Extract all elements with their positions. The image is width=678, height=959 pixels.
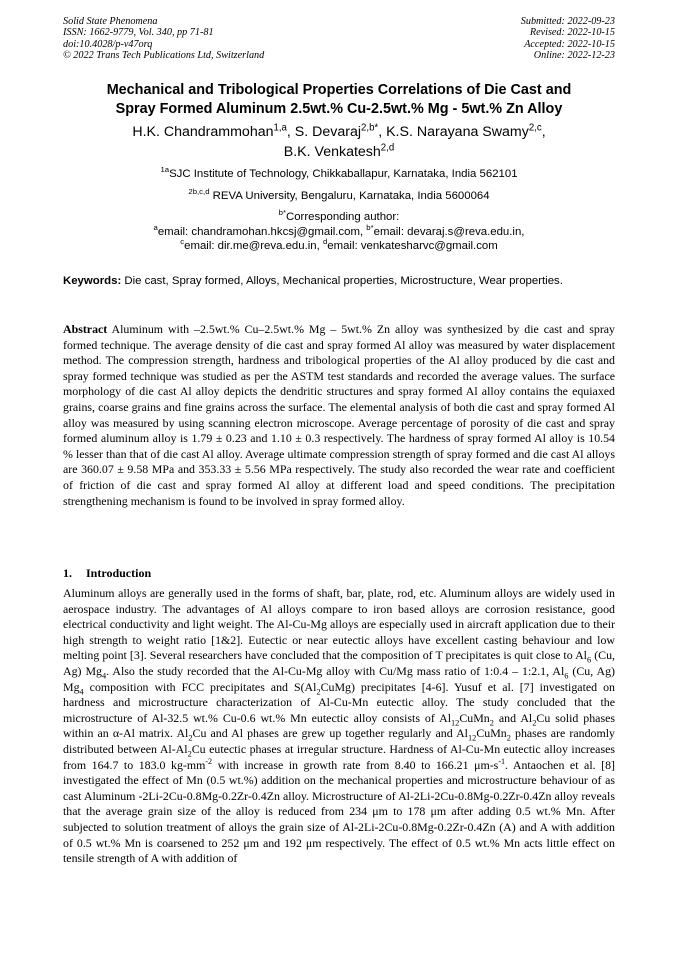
contact-block <box>40 210 638 254</box>
corresponding-author: $^{b*}$Corresponding author: <box>278 208 400 223</box>
affiliation-2: $^{2b,c,d}$ REVA University, Bengaluru, Karnataka, India 5600064 <box>188 187 490 202</box>
abstract <box>63 322 615 509</box>
section-heading-introduction <box>63 566 151 581</box>
keywords-label: Keywords: <box>63 275 122 287</box>
journal-header-left <box>63 16 264 62</box>
abstract-label: Abstract <box>63 322 108 336</box>
email-line-2: $^c$email: dir.me@reva.edu.in, $^d$email: venkatesharvc@gmail.com <box>180 237 498 252</box>
author-affiliation-mark: 2,c <box>528 122 542 134</box>
authors-line-2 <box>40 143 638 163</box>
journal-name: Solid State Phenomena <box>63 16 158 27</box>
online-date: Online: 2022-12-23 <box>533 50 615 62</box>
introduction-paragraph: Aluminum alloys are generally used in the forms of shaft, bar, plate, rod, etc. Aluminum alloys are widely used in aerospace industry. The advantages of Al alloys compare to iron based alloys are corrosion resistance, good electrical conductivity and light weight. The Al-Cu-Mg alloys are especially used in aircraft application due to their high strength to weight ratio [1&2]. Eutectic or near eutectic alloys have excellent casting behaviour and low melting point [3]. Several researchers have concluded that the composition of T precipitates is quit close to $Al_6$ (Cu, Ag) $Mg_4$. Also the study recorded that the Al-Cu-Mg alloy with Cu/Mg mass ratio of 1:0.4 – 1:2.1, $Al_6$ (Cu, Ag) $Mg_4$ composition with FCC precipitates and $S(Al_2CuMg)$ precipitates [4-6]. Yusuf et al. [7] investigated on hardness and microstructure characterization of Al-Cu-Mn eutectic alloy. The study concluded that the microstructure of Al-32.5 wt.% Cu-0.6 wt.% Mn eutectic alloy consists of $Al_{12}CuMn_2$ and $Al_2Cu$ solid phases within an α-Al matrix. $Al_2Cu$ and Al phases are grew up together regularly and $Al_{12}CuMn_2$ phases are randomly distributed between $Al-Al_2Cu$ eutectic phases at irregular structure. Hardness of Al-Cu-Mn eutectic alloy increases from 164.7 to 183.0 $kg-mm^{-2}$ with increase in growth rate from 8.40 to 166.21 $\mu m-s^{-1}$. Antaochen et al. [8] investigated the effect of Mn (0.5 wt.%) addition on the mechanical properties and microstructure behaviour of as cast Aluminum -2Li-2Cu-0.8Mg-0.2Zr-0.4Zn alloy. Microstructure of Al-2Li-2Cu-0.8Mg-0.2Zr-0.4Zn alloy reveals that the average grain size of the alloy is reduced from 234 μm to 178 μm after adding 0.5 wt.% Mn. After subjected to solution treatment of alloys the grain size of Al-2Li-2Cu-0.8Mg-0.2Zr-0.4Zn (A) and A with addition of 0.5 wt.% Mn is coarsened to 252 μm and 192 μm respectively. The effect of 0.5 wt.% Mn acts little effect on tensile strength of A with addition of <box>63 586 616 866</box>
author-name: K.S. Narayana Swamy <box>386 124 529 140</box>
authors-line-1: H.K. Chandrammohan$^{1,a}$, S. Devaraj$^{2,b*}$, K.S. Narayana Swamy$^{2,c}$, <box>132 122 546 140</box>
doi: doi:10.4028/p-v47orq <box>63 38 153 50</box>
paper-title <box>40 81 638 119</box>
section-title: Introduction <box>86 566 152 580</box>
email-a: email: chandramohan.hkcsj@gmail.com, <box>157 225 367 238</box>
email-b: email: devaraj.s@reva.edu.in, <box>373 225 525 238</box>
email-d: email: venkatesharvc@gmail.com <box>327 240 498 252</box>
affiliation-1: $^{1a}$SJC Institute of Technology, Chikkaballapur, Karnataka, India 562101 <box>160 165 518 180</box>
keywords-text: Die cast, Spray formed, Alloys, Mechanical properties, Microstructure, Wear properties. <box>121 275 563 287</box>
author-list <box>40 123 638 162</box>
issn-volume: ISSN: 1662-9779, Vol. 340, pp 71-81 <box>63 27 214 39</box>
author-name: B.K. Venkatesh <box>283 143 381 160</box>
section-number: 1. <box>63 566 72 580</box>
journal-header-right <box>521 16 615 62</box>
revised-date: Revised: 2022-10-15 <box>529 27 615 39</box>
title-line-2: Spray Formed Aluminum 2.5wt.% Cu-2.5wt.% Mg - 5wt.% Zn Alloy <box>115 101 563 117</box>
email-line-1: $^a$email: chandramohan.hkcsj@gmail.com, $^{b*}$email: devaraj.s@reva.edu.in, <box>153 222 525 238</box>
email-c: email: dir.me@reva.edu.in, <box>184 240 323 252</box>
author-affiliation-mark: 2,b* <box>361 122 379 134</box>
author-affiliation-mark: 2,d <box>380 141 395 153</box>
copyright: © 2022 Trans Tech Publications Ltd, Switzerland <box>63 50 265 62</box>
title-line-1: Mechanical and Tribological Properties Correlations of Die Cast and <box>106 82 572 98</box>
submitted-date: Submitted: 2022-09-23 <box>520 16 615 27</box>
abstract-text: Aluminum with –2.5wt.% Cu–2.5wt.% Mg – 5wt.% Zn alloy was synthesized by die cast and spray formed technique. The average density of die cast and spray formed Al alloy was measured by water displacement method. The compression strength, hardness and tribological properties of the Al alloy produced by die cast and spray formed technique was studied as per the ASTM test standards and recorded the average values. The surface morphology of die cast Al alloy depicts the dendritic structures and spray formed Al alloy contains the equiaxed grains, coarse grains and fine grains across the surface. The elemental analysis of both die cast and spray formed Al alloy was measured by using scanning electron microscope. Average percentage of porosity of die cast and spray formed aluminum alloy is 1.79 ± 0.23 and 1.10 ± 0.3 respectively. The hardness of spray formed Al alloy is 10.54 % lesser than that of die cast Al alloy. Average ultimate compression strength of spray formed and die cast Al alloys are 360.07 ± 9.58 MPa and 353.33 ± 5.56 MPa respectively. The study also recorded the wear rate and coefficient of friction of die cast and spray formed Al alloy at different load and speed conditions. The precipitation strengthening mechanism is found to be involved in spray formed alloy. <box>63 322 615 508</box>
keywords <box>63 275 615 289</box>
accepted-date: Accepted: 2022-10-15 <box>524 38 615 50</box>
author-name: S. Devaraj <box>294 124 362 140</box>
author-name: H.K. Chandrammohan <box>132 124 274 140</box>
author-affiliation-mark: 1,a <box>273 122 287 134</box>
